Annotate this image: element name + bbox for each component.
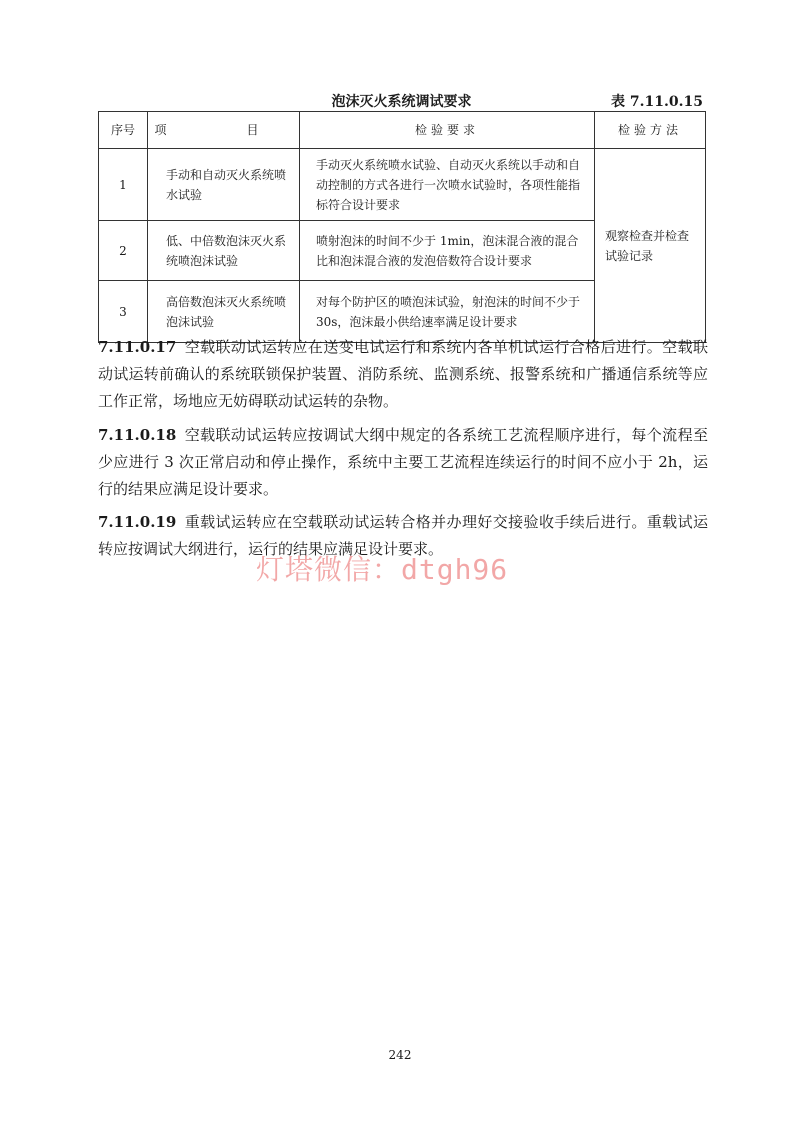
row-item: 高倍数泡沫灭火系统喷泡沫试验 [148, 281, 300, 343]
clause-text: 重载试运转应在空载联动试运转合格并办理好交接验收手续后进行。重载试运转应按调试大纲进行，运行的结果应满足设计要求。 [98, 513, 708, 558]
clause-text: 空载联动试运转应按调试大纲中规定的各系统工艺流程顺序进行，每个流程至少应进行 3 次正常启动和停止操作，系统中主要工艺流程连续运行的时间不应小于 2h，运行的结果应满足设计要求。 [98, 426, 708, 498]
row-requirement: 喷射泡沫的时间不少于 1min，泡沫混合液的混合比和泡沫混合液的发泡倍数符合设计要求 [300, 221, 595, 281]
table-number: 表 7.11.0.15 [611, 94, 703, 110]
row-item: 手动和自动灭火系统喷水试验 [148, 149, 300, 221]
header-method: 检验方法 [595, 112, 706, 149]
clause-7-11-0-18 [98, 422, 708, 503]
clause-number: 7.11.0.18 [98, 426, 177, 444]
header-requirement: 检验要求 [300, 112, 595, 149]
row-requirement: 对每个防护区的喷泡沫试验，射泡沫的时间不少于 30s，泡沫最小供给速率满足设计要求 [300, 281, 595, 343]
clause-number: 7.11.0.17 [98, 338, 177, 356]
row-seq: 3 [99, 281, 148, 343]
table-header-row [99, 112, 706, 149]
watermark: 灯塔微信：dtgh96 [256, 553, 509, 586]
clause-text: 空载联动试运转应在送变电试运行和系统内各单机试运行合格后进行。空载联动试运转前确认的系统联锁保护装置、消防系统、监测系统、报警系统和广播通信系统等应工作正常，场地应无妨碍联动试运转的杂物。 [98, 338, 708, 410]
inspection-method: 观察检查并检查试验记录 [595, 149, 706, 343]
header-item: 项 目 [148, 112, 300, 149]
row-seq: 2 [99, 221, 148, 281]
row-requirement: 手动灭火系统喷水试验、自动灭火系统以手动和自动控制的方式各进行一次喷水试验时，各项性能指标符合设计要求 [300, 149, 595, 221]
row-item: 低、中倍数泡沫灭火系统喷泡沫试验 [148, 221, 300, 281]
header-seq: 序号 [99, 112, 148, 149]
row-seq: 1 [99, 149, 148, 221]
commissioning-table [98, 111, 706, 343]
table-row [99, 149, 706, 221]
clause-number: 7.11.0.19 [98, 513, 177, 531]
page-number: 242 [388, 1048, 412, 1062]
table-title: 泡沫灭火系统调试要求 [331, 94, 472, 110]
table-caption [98, 91, 705, 111]
clause-7-11-0-17 [98, 334, 708, 415]
